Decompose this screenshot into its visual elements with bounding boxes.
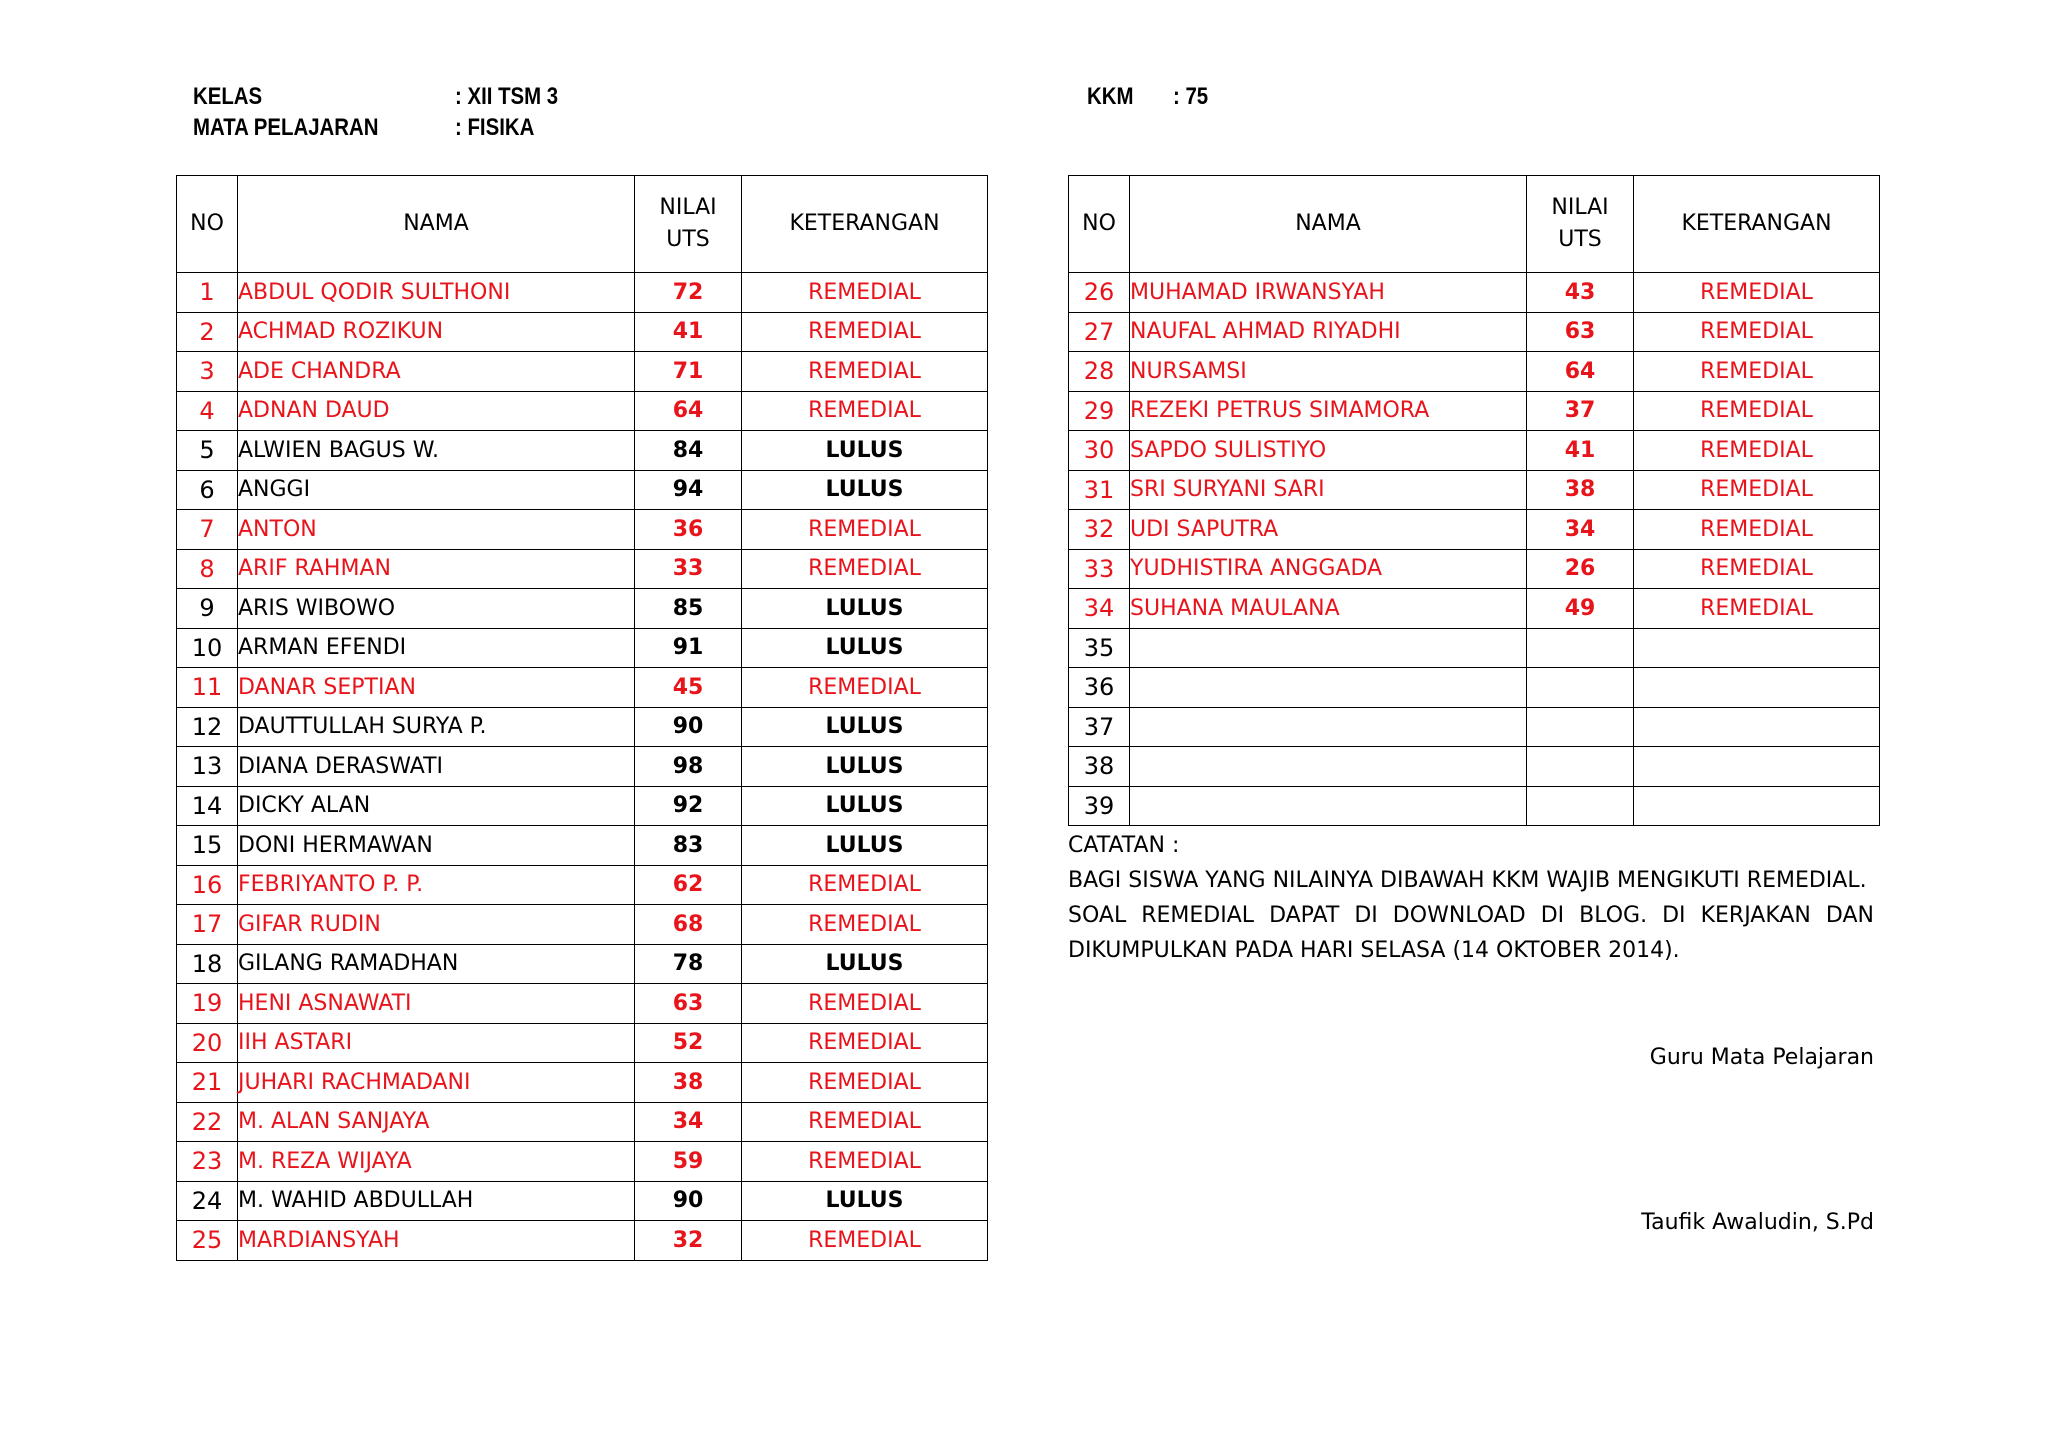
row-number: 18 (177, 944, 238, 984)
student-name: M. WAHID ABDULLAH (238, 1181, 635, 1221)
row-number: 10 (177, 628, 238, 668)
table-row (177, 905, 988, 945)
row-number: 36 (1069, 668, 1130, 708)
row-number: 1 (177, 273, 238, 313)
table-row (1069, 352, 1880, 392)
nilai-uts-value: 62 (635, 865, 742, 905)
nilai-label: NILAI (659, 195, 717, 220)
row-number: 35 (1069, 628, 1130, 668)
student-name: DAUTTULLAH SURYA P. (238, 707, 635, 747)
keterangan-value: LULUS (742, 1181, 988, 1221)
student-name: JUHARI RACHMADANI (238, 1063, 635, 1103)
row-number: 38 (1069, 747, 1130, 787)
student-name: ARIF RAHMAN (238, 549, 635, 589)
signature-role: Guru Mata Pelajaran (1649, 1045, 1874, 1070)
grade-table-right (1068, 175, 1880, 826)
student-name (1130, 628, 1527, 668)
kelas-label: KELAS (193, 83, 263, 110)
nilai-label: NILAI (1551, 195, 1609, 220)
signature-name: Taufik Awaludin, S.Pd (1641, 1210, 1874, 1235)
keterangan-value: LULUS (742, 589, 988, 629)
notes-title: CATATAN : (1068, 833, 1180, 858)
table-row (177, 1102, 988, 1142)
keterangan-value: REMEDIAL (1634, 312, 1880, 352)
student-name: ADNAN DAUD (238, 391, 635, 431)
notes-line-1: BAGI SISWA YANG NILAINYA DIBAWAH KKM WAJIB MENGIKUTI REMEDIAL. (1068, 868, 1867, 893)
student-name: GILANG RAMADHAN (238, 944, 635, 984)
student-name: ARIS WIBOWO (238, 589, 635, 629)
row-number: 31 (1069, 470, 1130, 510)
keterangan-value: REMEDIAL (742, 984, 988, 1024)
student-name: SAPDO SULISTIYO (1130, 431, 1527, 471)
keterangan-value: REMEDIAL (742, 510, 988, 550)
nilai-uts-value (1527, 628, 1634, 668)
nilai-uts-value: 52 (635, 1023, 742, 1063)
table-row (1069, 273, 1880, 313)
nilai-uts-value: 78 (635, 944, 742, 984)
student-name: FEBRIYANTO P. P. (238, 865, 635, 905)
mata-pelajaran-label: MATA PELAJARAN (193, 114, 379, 141)
table-row (177, 1063, 988, 1103)
row-number: 32 (1069, 510, 1130, 550)
table-row (1069, 312, 1880, 352)
kkm-value: : 75 (1173, 83, 1209, 110)
student-name: SUHANA MAULANA (1130, 589, 1527, 629)
uts-label: UTS (1558, 227, 1602, 252)
row-number: 2 (177, 312, 238, 352)
grade-table-left (176, 175, 988, 1261)
table-row (1069, 589, 1880, 629)
student-name: DONI HERMAWAN (238, 826, 635, 866)
nilai-uts-value: 63 (1527, 312, 1634, 352)
table-row (1069, 510, 1880, 550)
student-name: M. ALAN SANJAYA (238, 1102, 635, 1142)
keterangan-value: REMEDIAL (742, 352, 988, 392)
column-header-nilai-uts (635, 176, 742, 273)
kkm-label: KKM (1087, 83, 1134, 110)
table-row (1069, 786, 1880, 826)
row-number: 23 (177, 1142, 238, 1182)
student-name: MUHAMAD IRWANSYAH (1130, 273, 1527, 313)
nilai-uts-value: 94 (635, 470, 742, 510)
student-name: ACHMAD ROZIKUN (238, 312, 635, 352)
row-number: 3 (177, 352, 238, 392)
student-name: MARDIANSYAH (238, 1221, 635, 1261)
uts-label: UTS (666, 227, 710, 252)
row-number: 28 (1069, 352, 1130, 392)
table-row (177, 707, 988, 747)
table-header-row (1069, 176, 1880, 273)
column-header-keterangan: KETERANGAN (1634, 176, 1880, 273)
column-header-no: NO (177, 176, 238, 273)
keterangan-value: LULUS (742, 707, 988, 747)
keterangan-value (1634, 628, 1880, 668)
nilai-uts-value: 64 (635, 391, 742, 431)
student-name: ADE CHANDRA (238, 352, 635, 392)
student-name: UDI SAPUTRA (1130, 510, 1527, 550)
row-number: 8 (177, 549, 238, 589)
table-header-row (177, 176, 988, 273)
keterangan-value (1634, 707, 1880, 747)
row-number: 15 (177, 826, 238, 866)
column-header-no: NO (1069, 176, 1130, 273)
row-number: 21 (177, 1063, 238, 1103)
table-row (177, 668, 988, 708)
keterangan-value: REMEDIAL (742, 549, 988, 589)
nilai-uts-value: 71 (635, 352, 742, 392)
row-number: 33 (1069, 549, 1130, 589)
nilai-uts-value (1527, 747, 1634, 787)
table-row (177, 273, 988, 313)
table-row (177, 628, 988, 668)
keterangan-value: LULUS (742, 431, 988, 471)
row-number: 12 (177, 707, 238, 747)
nilai-uts-value: 43 (1527, 273, 1634, 313)
student-name: SRI SURYANI SARI (1130, 470, 1527, 510)
row-number: 17 (177, 905, 238, 945)
row-number: 29 (1069, 391, 1130, 431)
keterangan-value: REMEDIAL (742, 1063, 988, 1103)
mata-pelajaran-value: : FISIKA (455, 114, 535, 141)
column-header-nilai-uts (1527, 176, 1634, 273)
nilai-uts-value: 32 (635, 1221, 742, 1261)
keterangan-value: REMEDIAL (1634, 589, 1880, 629)
table-row (177, 1142, 988, 1182)
nilai-uts-value: 26 (1527, 549, 1634, 589)
table-row (1069, 391, 1880, 431)
row-number: 19 (177, 984, 238, 1024)
nilai-uts-value (1527, 786, 1634, 826)
nilai-uts-value: 41 (635, 312, 742, 352)
student-name (1130, 786, 1527, 826)
row-number: 20 (177, 1023, 238, 1063)
nilai-uts-value: 34 (1527, 510, 1634, 550)
nilai-uts-value: 90 (635, 1181, 742, 1221)
student-name: DICKY ALAN (238, 786, 635, 826)
row-number: 14 (177, 786, 238, 826)
student-name: NURSAMSI (1130, 352, 1527, 392)
nilai-uts-value: 36 (635, 510, 742, 550)
keterangan-value: LULUS (742, 826, 988, 866)
table-row (177, 826, 988, 866)
student-name: ARMAN EFENDI (238, 628, 635, 668)
table-row (1069, 628, 1880, 668)
column-header-nama: NAMA (238, 176, 635, 273)
row-number: 22 (177, 1102, 238, 1142)
row-number: 4 (177, 391, 238, 431)
nilai-uts-value: 91 (635, 628, 742, 668)
student-name (1130, 707, 1527, 747)
row-number: 24 (177, 1181, 238, 1221)
row-number: 27 (1069, 312, 1130, 352)
table-row (1069, 549, 1880, 589)
nilai-uts-value: 64 (1527, 352, 1634, 392)
column-header-nama: NAMA (1130, 176, 1527, 273)
student-name: DIANA DERASWATI (238, 747, 635, 787)
nilai-uts-value: 83 (635, 826, 742, 866)
student-name (1130, 668, 1527, 708)
table-row (177, 865, 988, 905)
nilai-uts-value: 37 (1527, 391, 1634, 431)
column-header-keterangan: KETERANGAN (742, 176, 988, 273)
student-name: GIFAR RUDIN (238, 905, 635, 945)
table-row (177, 470, 988, 510)
table-row (177, 786, 988, 826)
student-name: YUDHISTIRA ANGGADA (1130, 549, 1527, 589)
table-row (177, 431, 988, 471)
nilai-uts-value: 38 (635, 1063, 742, 1103)
nilai-uts-value: 92 (635, 786, 742, 826)
student-name: ANTON (238, 510, 635, 550)
keterangan-value: LULUS (742, 944, 988, 984)
nilai-uts-value: 33 (635, 549, 742, 589)
keterangan-value: REMEDIAL (1634, 510, 1880, 550)
table-row (1069, 431, 1880, 471)
row-number: 6 (177, 470, 238, 510)
table-row (177, 747, 988, 787)
row-number: 16 (177, 865, 238, 905)
nilai-uts-value: 49 (1527, 589, 1634, 629)
row-number: 39 (1069, 786, 1130, 826)
keterangan-value: REMEDIAL (1634, 549, 1880, 589)
keterangan-value: REMEDIAL (742, 273, 988, 313)
kelas-value: : XII TSM 3 (455, 83, 559, 110)
nilai-uts-value: 34 (635, 1102, 742, 1142)
table-row (177, 549, 988, 589)
nilai-uts-value: 59 (635, 1142, 742, 1182)
nilai-uts-value: 85 (635, 589, 742, 629)
table-row (177, 1023, 988, 1063)
table-row (177, 1221, 988, 1261)
keterangan-value: REMEDIAL (1634, 470, 1880, 510)
keterangan-value: REMEDIAL (742, 668, 988, 708)
table-row (1069, 707, 1880, 747)
student-name: IIH ASTARI (238, 1023, 635, 1063)
row-number: 37 (1069, 707, 1130, 747)
student-name: NAUFAL AHMAD RIYADHI (1130, 312, 1527, 352)
row-number: 25 (177, 1221, 238, 1261)
keterangan-value: LULUS (742, 470, 988, 510)
keterangan-value: LULUS (742, 628, 988, 668)
nilai-uts-value: 63 (635, 984, 742, 1024)
table-row (1069, 747, 1880, 787)
keterangan-value: LULUS (742, 786, 988, 826)
nilai-uts-value: 84 (635, 431, 742, 471)
keterangan-value: REMEDIAL (742, 312, 988, 352)
keterangan-value: REMEDIAL (1634, 273, 1880, 313)
nilai-uts-value: 38 (1527, 470, 1634, 510)
row-number: 13 (177, 747, 238, 787)
keterangan-value (1634, 747, 1880, 787)
table-row (177, 391, 988, 431)
keterangan-value: REMEDIAL (742, 391, 988, 431)
table-row (177, 589, 988, 629)
table-row (1069, 668, 1880, 708)
row-number: 34 (1069, 589, 1130, 629)
nilai-uts-value: 72 (635, 273, 742, 313)
row-number: 11 (177, 668, 238, 708)
row-number: 5 (177, 431, 238, 471)
keterangan-value: REMEDIAL (742, 1142, 988, 1182)
keterangan-value: REMEDIAL (742, 865, 988, 905)
keterangan-value: REMEDIAL (742, 1102, 988, 1142)
nilai-uts-value: 41 (1527, 431, 1634, 471)
table-row (1069, 470, 1880, 510)
row-number: 7 (177, 510, 238, 550)
keterangan-value: REMEDIAL (1634, 391, 1880, 431)
student-name: ALWIEN BAGUS W. (238, 431, 635, 471)
table-row (177, 510, 988, 550)
table-row (177, 352, 988, 392)
nilai-uts-value: 45 (635, 668, 742, 708)
table-row (177, 312, 988, 352)
keterangan-value (1634, 786, 1880, 826)
keterangan-value: REMEDIAL (742, 905, 988, 945)
row-number: 26 (1069, 273, 1130, 313)
student-name: M. REZA WIJAYA (238, 1142, 635, 1182)
nilai-uts-value: 90 (635, 707, 742, 747)
keterangan-value: REMEDIAL (742, 1023, 988, 1063)
keterangan-value: REMEDIAL (1634, 431, 1880, 471)
table-row (177, 1181, 988, 1221)
row-number: 9 (177, 589, 238, 629)
table-row (177, 984, 988, 1024)
student-name: ABDUL QODIR SULTHONI (238, 273, 635, 313)
table-row (177, 944, 988, 984)
student-name: HENI ASNAWATI (238, 984, 635, 1024)
student-name: ANGGI (238, 470, 635, 510)
nilai-uts-value: 68 (635, 905, 742, 945)
keterangan-value: LULUS (742, 747, 988, 787)
row-number: 30 (1069, 431, 1130, 471)
keterangan-value: REMEDIAL (1634, 352, 1880, 392)
student-name: DANAR SEPTIAN (238, 668, 635, 708)
student-name (1130, 747, 1527, 787)
notes-line-2: SOAL REMEDIAL DAPAT DI DOWNLOAD DI BLOG. DI KERJAKAN DAN DIKUMPULKAN PADA HARI SELASA (14 OKTOBER 2014). (1068, 903, 1874, 963)
keterangan-value: REMEDIAL (742, 1221, 988, 1261)
nilai-uts-value (1527, 668, 1634, 708)
nilai-uts-value (1527, 707, 1634, 747)
nilai-uts-value: 98 (635, 747, 742, 787)
keterangan-value (1634, 668, 1880, 708)
student-name: REZEKI PETRUS SIMAMORA (1130, 391, 1527, 431)
